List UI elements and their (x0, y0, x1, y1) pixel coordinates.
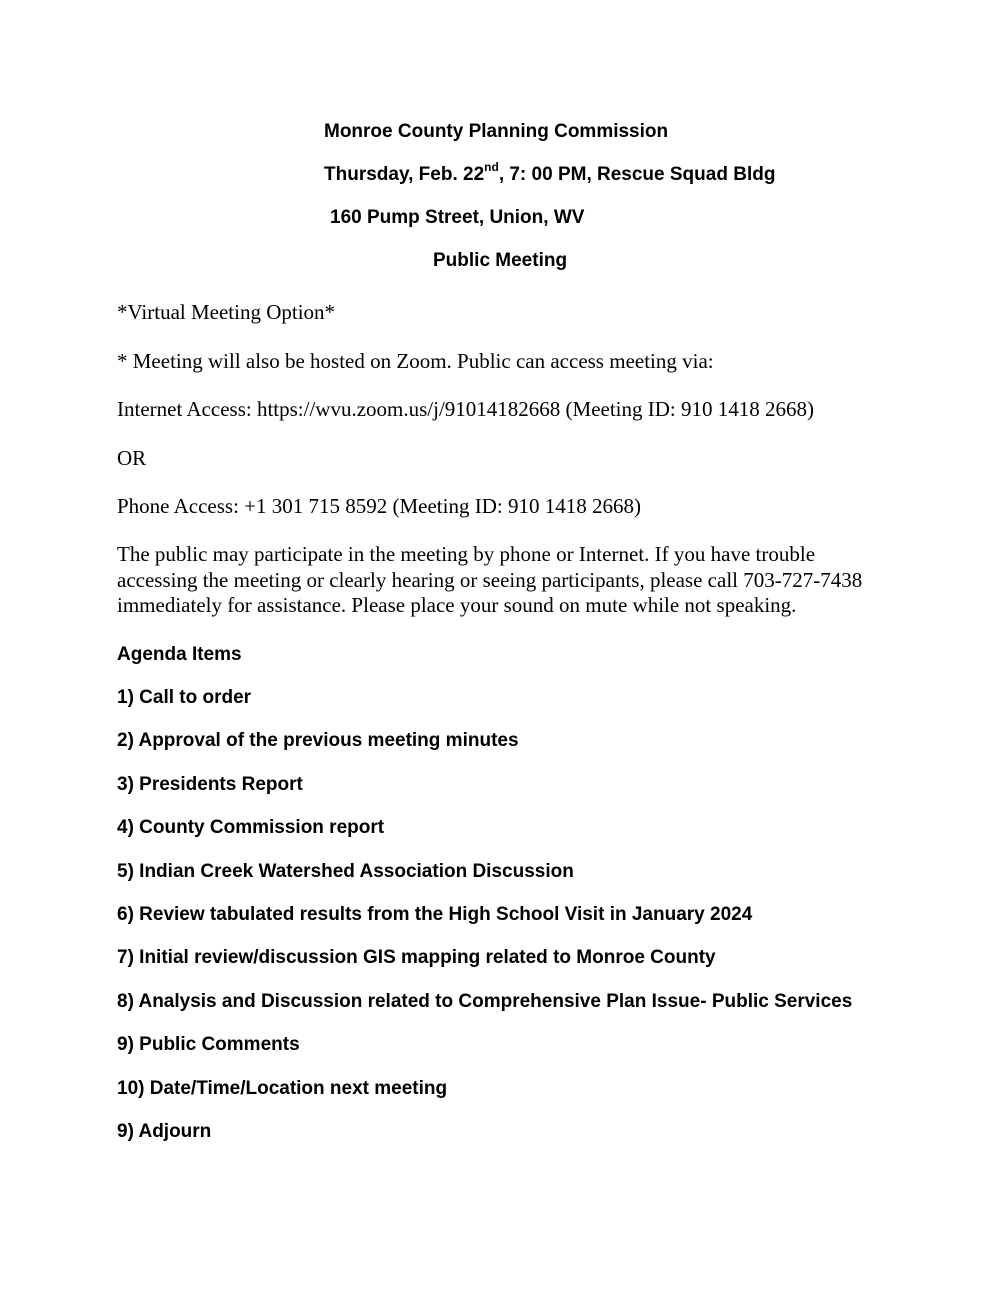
agenda-item: 4) County Commission report (117, 817, 385, 839)
meeting-address: 160 Pump Street, Union, WV (330, 207, 585, 228)
agenda-item: 10) Date/Time/Location next meeting (117, 1077, 448, 1099)
agenda-item: 9) Public Comments (117, 1034, 300, 1056)
meeting-time-location: , 7: 00 PM, Rescue Squad Bldg (498, 164, 776, 185)
virtual-meeting-option: *Virtual Meeting Option* (117, 300, 336, 324)
meeting-type: Public Meeting (433, 250, 568, 271)
zoom-hosting-note: * Meeting will also be hosted on Zoom. Public can access meeting via: (117, 349, 714, 373)
or-separator: OR (117, 446, 147, 470)
agenda-item: 2) Approval of the previous meeting minutes (117, 730, 519, 752)
agenda-item: 7) Initial review/discussion GIS mapping related to Monroe County (117, 947, 716, 969)
meeting-date-time-location (324, 159, 776, 187)
agenda-title: Agenda Items (117, 644, 242, 665)
internet-access-line: Internet Access: https://wvu.zoom.us/j/91014182668 (Meeting ID: 910 1418 2668) (117, 397, 814, 421)
meeting-date: Thursday, Feb. 22 (324, 164, 485, 185)
agenda-item: 8) Analysis and Discussion related to Comprehensive Plan Issue- Public Services (117, 990, 853, 1012)
agenda-item: 3) Presidents Report (117, 773, 303, 795)
date-ordinal-suffix: nd (484, 159, 499, 174)
agenda-item: 6) Review tabulated results from the High School Visit in January 2024 (117, 903, 753, 925)
agenda-item: 1) Call to order (117, 687, 252, 708)
organization-title: Monroe County Planning Commission (324, 121, 669, 142)
phone-access-line: Phone Access: +1 301 715 8592 (Meeting ID: 910 1418 2668) (117, 494, 641, 518)
agenda-item: 9) Adjourn (117, 1120, 212, 1142)
participation-notice: The public may participate in the meeting by phone or Internet. If you have trouble accessing the meeting or clearly hearing or seeing participants, please call 703-727-7438 immediately for assistance. Please place your sound on mute while not speaking. (117, 542, 863, 617)
agenda-list (117, 686, 852, 1163)
agenda-item: 5) Indian Creek Watershed Association Discussion (117, 860, 574, 882)
